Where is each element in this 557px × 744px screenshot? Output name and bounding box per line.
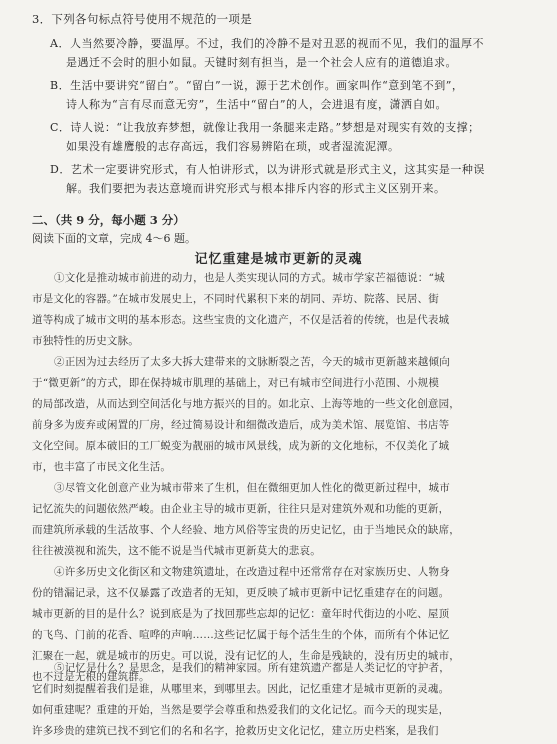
paragraph-line: 城市更新的目的是什么？说到底是为了找回那些忘却的记忆：童年时代街边的小吃、屋顶 xyxy=(32,608,450,620)
option-c-line-1: C．诗人说：“让我放弃梦想，就像让我用一条腿来走路。”梦想是对现实有效的支撑； xyxy=(50,121,480,134)
option-b-line-1: B．生活中要讲究“留白”。“留白”一说，源于艺术创作。画家叫作“意到笔不到”， xyxy=(50,79,464,92)
option-d xyxy=(50,160,530,198)
paragraph-line: ⑤记忆是什么？是思念，是我们的精神家园。所有建筑遗产都是人类记忆的守护者， xyxy=(54,662,450,674)
article-title: 记忆重建是城市更新的灵魂 xyxy=(194,252,363,267)
option-d-line-2: 解。我们要把为表达意境而讲究形式与根本排斥内容的形式主义区别开来。 xyxy=(66,182,446,195)
paragraph-line: ①文化是推动城市前进的动力，也是人类实现认同的方式。城市学家芒福德说：“城 xyxy=(54,272,445,284)
paragraph-line: 记忆流失的问题依然严峻。由企业主导的城市更新，往往只是对建筑外观和功能的更新， xyxy=(32,503,450,515)
paragraph-line: 市是文化的容器。”在城市发展史上，不同时代累积下来的胡同、弄坊、院落、民居、街 xyxy=(32,293,439,305)
option-b-line-2: 诗人称为“言有尽而意无穷”，生活中“留白”的人，会进退有度，潇洒自如。 xyxy=(66,98,447,111)
paragraph-line: 如何重建呢？重建的开始，当然是要学会尊重和热爱我们的文化记忆。而今天的现实是， xyxy=(32,704,450,716)
paragraph-line: 它们时刻提醒着我们是谁，从哪里来，到哪里去。因此，记忆重建才是城市更新的灵魂。 xyxy=(32,683,450,695)
paragraph-line: ④许多历史文化街区和文物建筑遗址，在改造过程中还常常存在对家族历史、人物身 xyxy=(54,566,450,578)
paragraph-line: 而建筑所承载的生活故事、个人经验、地方风俗等宝贵的历史记忆，由于当地民众的缺席， xyxy=(32,524,460,536)
paragraph-line: 道等构成了城市文明的基本形态。这些宝贵的文化遗产，不仅是活着的传统，也是代表城 xyxy=(32,314,450,326)
question-3-stem: 3．下列各句标点符号使用不规范的一项是 xyxy=(32,12,253,26)
paragraph-line: 市独特性的历史文脉。 xyxy=(32,335,139,347)
paragraph-1 xyxy=(32,268,532,352)
paragraph-line: 的局部改造，从而达到空间活化与地方振兴的目的。如北京、上海等地的一些文化创意园， xyxy=(32,398,460,410)
section-2-instruction: 阅读下面的文章，完成 4～6 题。 xyxy=(32,232,196,245)
option-a-line-2: 是遇迁不会时的胆小如鼠。天键时刻有担当，是一个社会人应有的道德追求。 xyxy=(66,56,457,69)
option-a-line-1: A．人当然要冷静，要温厚。不过，我们的冷静不是对丑恶的视而不见，我们的温厚不 xyxy=(50,37,484,50)
option-b xyxy=(50,76,530,114)
section-2-heading: 二、（共 9 分，每小题 3 分） xyxy=(32,213,185,227)
paragraph-line: 往往被漠视和流失，这不能不说是当代城市更新莫大的悲哀。 xyxy=(32,545,321,557)
paragraph-line: 份的错漏记录，这不仅暴露了改造者的无知，更反映了城市更新中记忆重建存在的问题。 xyxy=(32,587,450,599)
paragraph-line: 也不过是无根的建筑群。 xyxy=(32,671,150,683)
paragraph-3 xyxy=(32,478,532,562)
paragraph-line: 汇聚在一起，就是城市的历史。可以说，没有记忆的人，生命是残缺的，没有历史的城市， xyxy=(32,650,460,662)
option-d-line-1: D．艺术一定要讲究形式，有人怕讲形式，以为讲形式就是形式主义，这其实是一种误 xyxy=(50,163,485,176)
option-c-line-2: 如果没有雄鹰般的志存高远，我们容易辨陷在琐，或者湿流泥潭。 xyxy=(66,140,400,153)
paragraph-line: 许多珍贵的建筑已找不到它们的名和名字，抢救历史文化记忆，建立历史档案，是我们 xyxy=(32,725,439,737)
paragraph-line: 文化空间。原本破旧的工厂蜕变为靓丽的城市风景线，成为新的文化地标，不仅美化了城 xyxy=(32,440,450,452)
paragraph-line: 的飞鸟、门前的花香、喧哗的声响……这些记忆属于每个活生生的个体，而所有个体记忆 xyxy=(32,629,450,641)
paragraph-line: ③尽管文化创意产业为城市带来了生机，但在微细更加人性化的微更新过程中，城市 xyxy=(54,482,450,494)
paragraph-line: 市，也丰富了市民文化生活。 xyxy=(32,461,172,473)
paragraph-5 xyxy=(32,658,532,742)
paragraph-line: 于“微更新”的方式，即在保持城市肌理的基础上，对已有城市空间进行小范围、小规模 xyxy=(32,377,440,389)
paragraph-line: 前身多为废弃或闲置的厂房，经过简易设计和细微改造后，成为美术馆、展览馆、书店等 xyxy=(32,419,450,431)
paragraph-line: ②正因为过去经历了太多大拆大建带来的文脉断裂之苦，今天的城市更新越来越倾向 xyxy=(54,356,450,368)
option-c xyxy=(50,118,530,156)
paragraph-2 xyxy=(32,352,532,478)
option-a xyxy=(50,34,530,72)
